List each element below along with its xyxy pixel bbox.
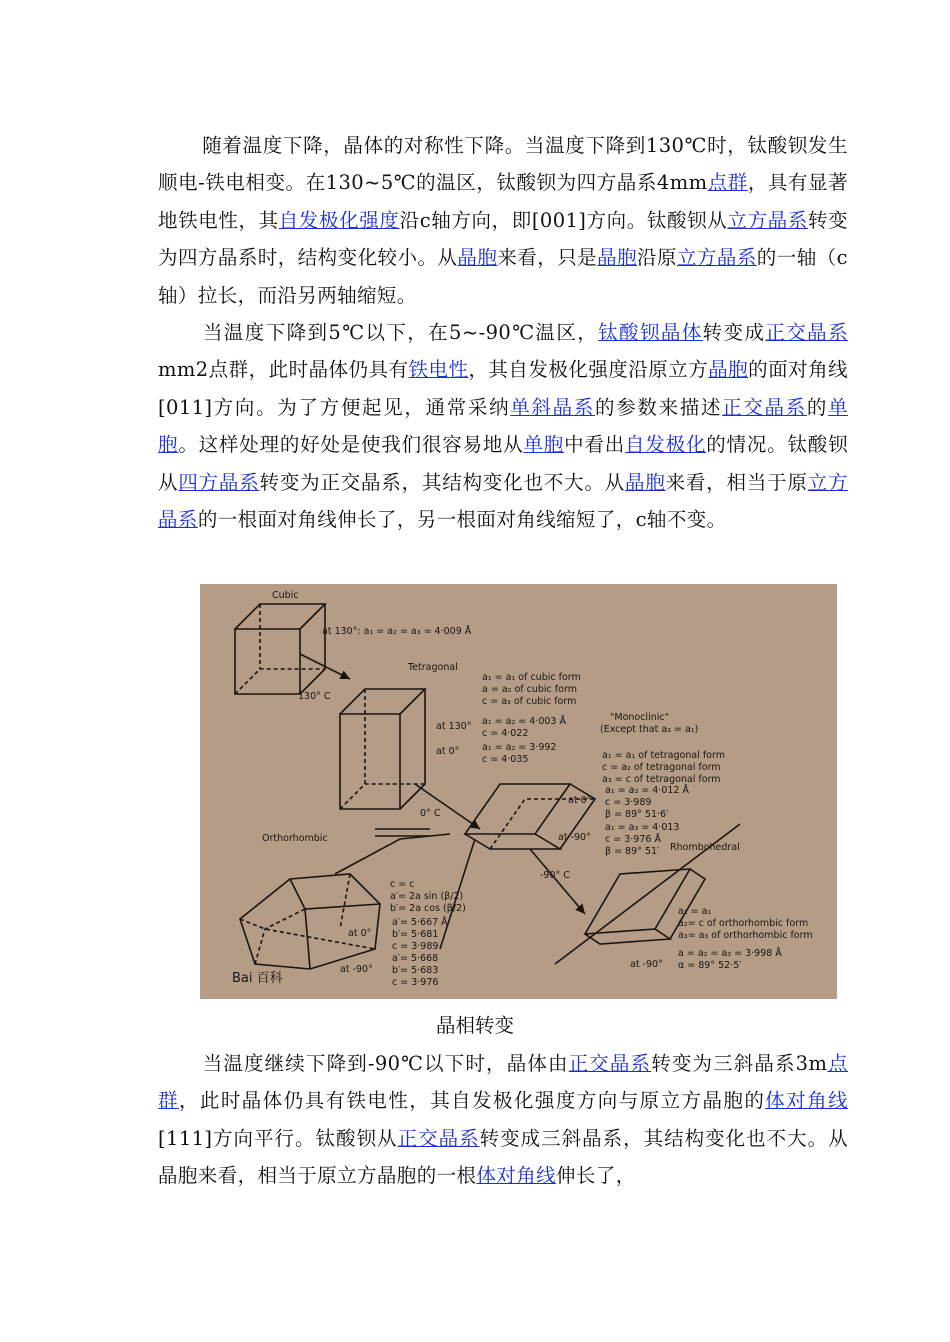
text: 的情况。钛酸钡从 <box>158 433 848 494</box>
link-unit-cell[interactable]: 晶胞 <box>597 246 638 270</box>
text: ，此时晶体仍具有铁电性，其自发极化强度方向与原立方晶胞的 <box>178 1089 766 1113</box>
text: 的面对角线[011]方向。为了方便起见，通常采纳 <box>158 358 848 419</box>
text: 沿c轴方向，即[001]方向。钛酸钡从 <box>399 208 728 232</box>
ortho-90-c: c = 3·976 <box>392 977 439 988</box>
phase-transition-figure <box>200 584 837 999</box>
ortho-0-c: c = 3·989 <box>392 941 439 952</box>
link-unit-cell[interactable]: 晶胞 <box>457 246 498 270</box>
mono-0-c: c = 3·989 <box>605 797 652 808</box>
mono-relation-3: a₃ = c of tetragonal form <box>602 774 721 785</box>
transition-0c: 0° C <box>420 808 441 819</box>
tet-130-c: c = 4·022 <box>482 728 529 739</box>
tet-at0: at 0° <box>436 746 460 757</box>
tet-0-a: a₁ = a₂ = 3·992 <box>482 742 557 753</box>
rh-90-a: a = a₂ = a₃ = 3·998 Å <box>678 948 782 959</box>
link-primitive-cell[interactable]: 单胞 <box>158 395 848 457</box>
text: 转变成三斜晶系，其结构变化也不大。从晶胞来看，相当于原立方晶胞的一根 <box>158 1126 849 1188</box>
text: ，具有显著地铁电性，其 <box>158 171 848 232</box>
text: [111]方向平行。钛酸钡从 <box>158 1126 398 1150</box>
mono-90-c: c = 3·976 Å <box>605 834 661 845</box>
text: 转变为正交晶系，其结构变化也不大。从 <box>259 470 626 494</box>
ortho-at-90: at -90° <box>340 964 373 975</box>
orthorhombic-cell-drawing <box>240 874 380 969</box>
text: 随着温度下降，晶体的对称性下降。当温度下降到130℃时，钛酸钡发生顺电-铁电相变。在130~5℃的温区，钛酸钡为四方晶系4mm <box>158 134 848 195</box>
text: 的 <box>806 395 829 419</box>
text: 当温度下降到5℃以下，在5~-90℃温区， <box>202 321 599 344</box>
tetragonal-cell-drawing <box>340 689 425 809</box>
mono-90-beta: β = 89° 51′ <box>605 846 660 857</box>
link-cubic-system[interactable]: 立方晶系 <box>158 470 848 532</box>
ortho-relation-1: c = c <box>390 879 415 890</box>
text: 的一轴（c轴）拉长，而沿另两轴缩短。 <box>158 246 848 307</box>
link-ferroelectricity[interactable]: 铁电性 <box>408 358 469 382</box>
figure-caption: 晶相转变 <box>435 1014 514 1037</box>
link-orthorhombic-system[interactable]: 正交晶系 <box>722 395 807 419</box>
paragraph-1 <box>158 127 848 314</box>
cubic-label: Cubic <box>272 590 299 601</box>
mono-0-beta: β = 89° 51·6′ <box>605 809 669 820</box>
rh-90-alpha: α = 89° 52·5′ <box>678 960 742 971</box>
mono-relation-2: c = a₂ of tetragonal form <box>602 762 721 773</box>
text: 转变成 <box>702 321 766 344</box>
transition-130c: 130° C <box>298 691 331 702</box>
tet-relation-2: a = a₂ of cubic form <box>482 684 577 695</box>
text: 沿原 <box>637 246 677 270</box>
text: 的参数来描述 <box>595 395 723 419</box>
tet-130-a: a₁ = a₂ = 4·003 Å <box>482 716 566 727</box>
cubic-params: at 130°: a₁ = a₂ = a₃ = 4·009 Å <box>322 626 472 637</box>
link-cubic-system[interactable]: 立方晶系 <box>676 246 757 270</box>
link-orthorhombic-system[interactable]: 正交晶系 <box>765 321 848 344</box>
link-point-group[interactable]: 点群 <box>707 171 748 195</box>
text: 。这样处理的好处是使我们很容易地从 <box>178 433 524 457</box>
ortho-relation-3: b′= 2a cos (β/2) <box>390 903 466 914</box>
link-orthorhombic-system[interactable]: 正交晶系 <box>397 1126 480 1150</box>
rh-relation-2: a₂= c of orthorhombic form <box>678 918 809 929</box>
text: 转变为四方晶系时，结构变化较小。从 <box>158 208 848 270</box>
mono-relation-1: a₁ = a₁ of tetragonal form <box>602 750 725 761</box>
tetragonal-label: Tetragonal <box>408 662 458 673</box>
text: 伸长了， <box>556 1164 636 1188</box>
rh-at-90: at -90° <box>630 959 663 970</box>
mono-at0: at 0° <box>568 795 592 806</box>
ortho-at0: at 0° <box>348 928 372 939</box>
link-body-diagonal[interactable]: 体对角线 <box>765 1089 849 1113</box>
rh-relation-1: a₁ = a₁ <box>678 906 712 917</box>
phase-transition-diagram <box>200 584 837 999</box>
ortho-0-b: b′= 5·681 <box>392 929 439 940</box>
ortho-relation-2: a′= 2a sin (β/2) <box>390 891 464 902</box>
link-cubic-system[interactable]: 立方晶系 <box>727 208 808 232</box>
text: 当温度继续下降到-90℃以下时，晶体由 <box>202 1052 569 1075</box>
text: 中看出 <box>564 433 626 457</box>
text: 转变为三斜晶系3m <box>651 1052 828 1075</box>
monoclinic-label: "Monoclinic" <box>610 712 669 723</box>
link-unit-cell[interactable]: 晶胞 <box>708 358 749 382</box>
link-spontaneous-polarization[interactable]: 自发极化 <box>625 433 707 457</box>
watermark-logo: Bai 百科 <box>232 971 283 986</box>
tet-relation-3: c = a₃ of cubic form <box>482 696 577 707</box>
mono-0-a: a₁ = a₃ = 4·012 Å <box>605 785 689 796</box>
link-body-diagonal[interactable]: 体对角线 <box>476 1164 557 1188</box>
link-unit-cell[interactable]: 晶胞 <box>625 470 666 494</box>
link-monoclinic-system[interactable]: 单斜晶系 <box>510 395 596 419</box>
monoclinic-note: (Except that a₃ = a₁) <box>600 724 699 735</box>
text: 来看，只是 <box>497 246 598 270</box>
tet-relation-1: a₁ = a₁ of cubic form <box>482 672 581 683</box>
text: ，其自发极化强度沿原立方 <box>468 358 709 382</box>
transition-minus90c: -90° C <box>540 870 570 881</box>
link-orthorhombic-system[interactable]: 正交晶系 <box>568 1052 652 1075</box>
text: 来看，相当于原 <box>665 470 808 494</box>
tet-0-c: c = 4·035 <box>482 754 529 765</box>
link-spontaneous-polarization[interactable]: 自发极化强度 <box>278 208 400 232</box>
rhombohedral-label: Rhombohedral <box>670 842 740 853</box>
tet-at130: at 130° <box>436 721 472 732</box>
mono-90-a: a₁ = a₃ = 4·013 <box>605 822 680 833</box>
text: mm2点群，此时晶体仍具有 <box>158 358 409 382</box>
text: 的一根面对角线伸长了，另一根面对角线缩短了，c轴不变。 <box>197 508 727 532</box>
link-tetragonal-system[interactable]: 四方晶系 <box>178 470 260 494</box>
ortho-90-a: a′= 5·668 <box>392 953 439 964</box>
cubic-cell-drawing <box>235 604 325 694</box>
link-point-group[interactable]: 点群 <box>158 1052 848 1113</box>
ortho-90-b: b′= 5·683 <box>392 965 439 976</box>
link-primitive-cell[interactable]: 单胞 <box>523 433 565 457</box>
orthorhombic-label: Orthorhombic <box>262 833 328 844</box>
paragraph-3 <box>158 1045 848 1195</box>
rh-relation-3: a₃= a₃ of orthorhombic form <box>678 930 813 941</box>
mono-at-90: at -90° <box>558 832 591 843</box>
link-barium-titanate-crystal[interactable]: 钛酸钡晶体 <box>598 321 703 344</box>
paragraph-2 <box>158 314 848 538</box>
ortho-0-a: a′= 5·667 Å <box>392 917 448 928</box>
